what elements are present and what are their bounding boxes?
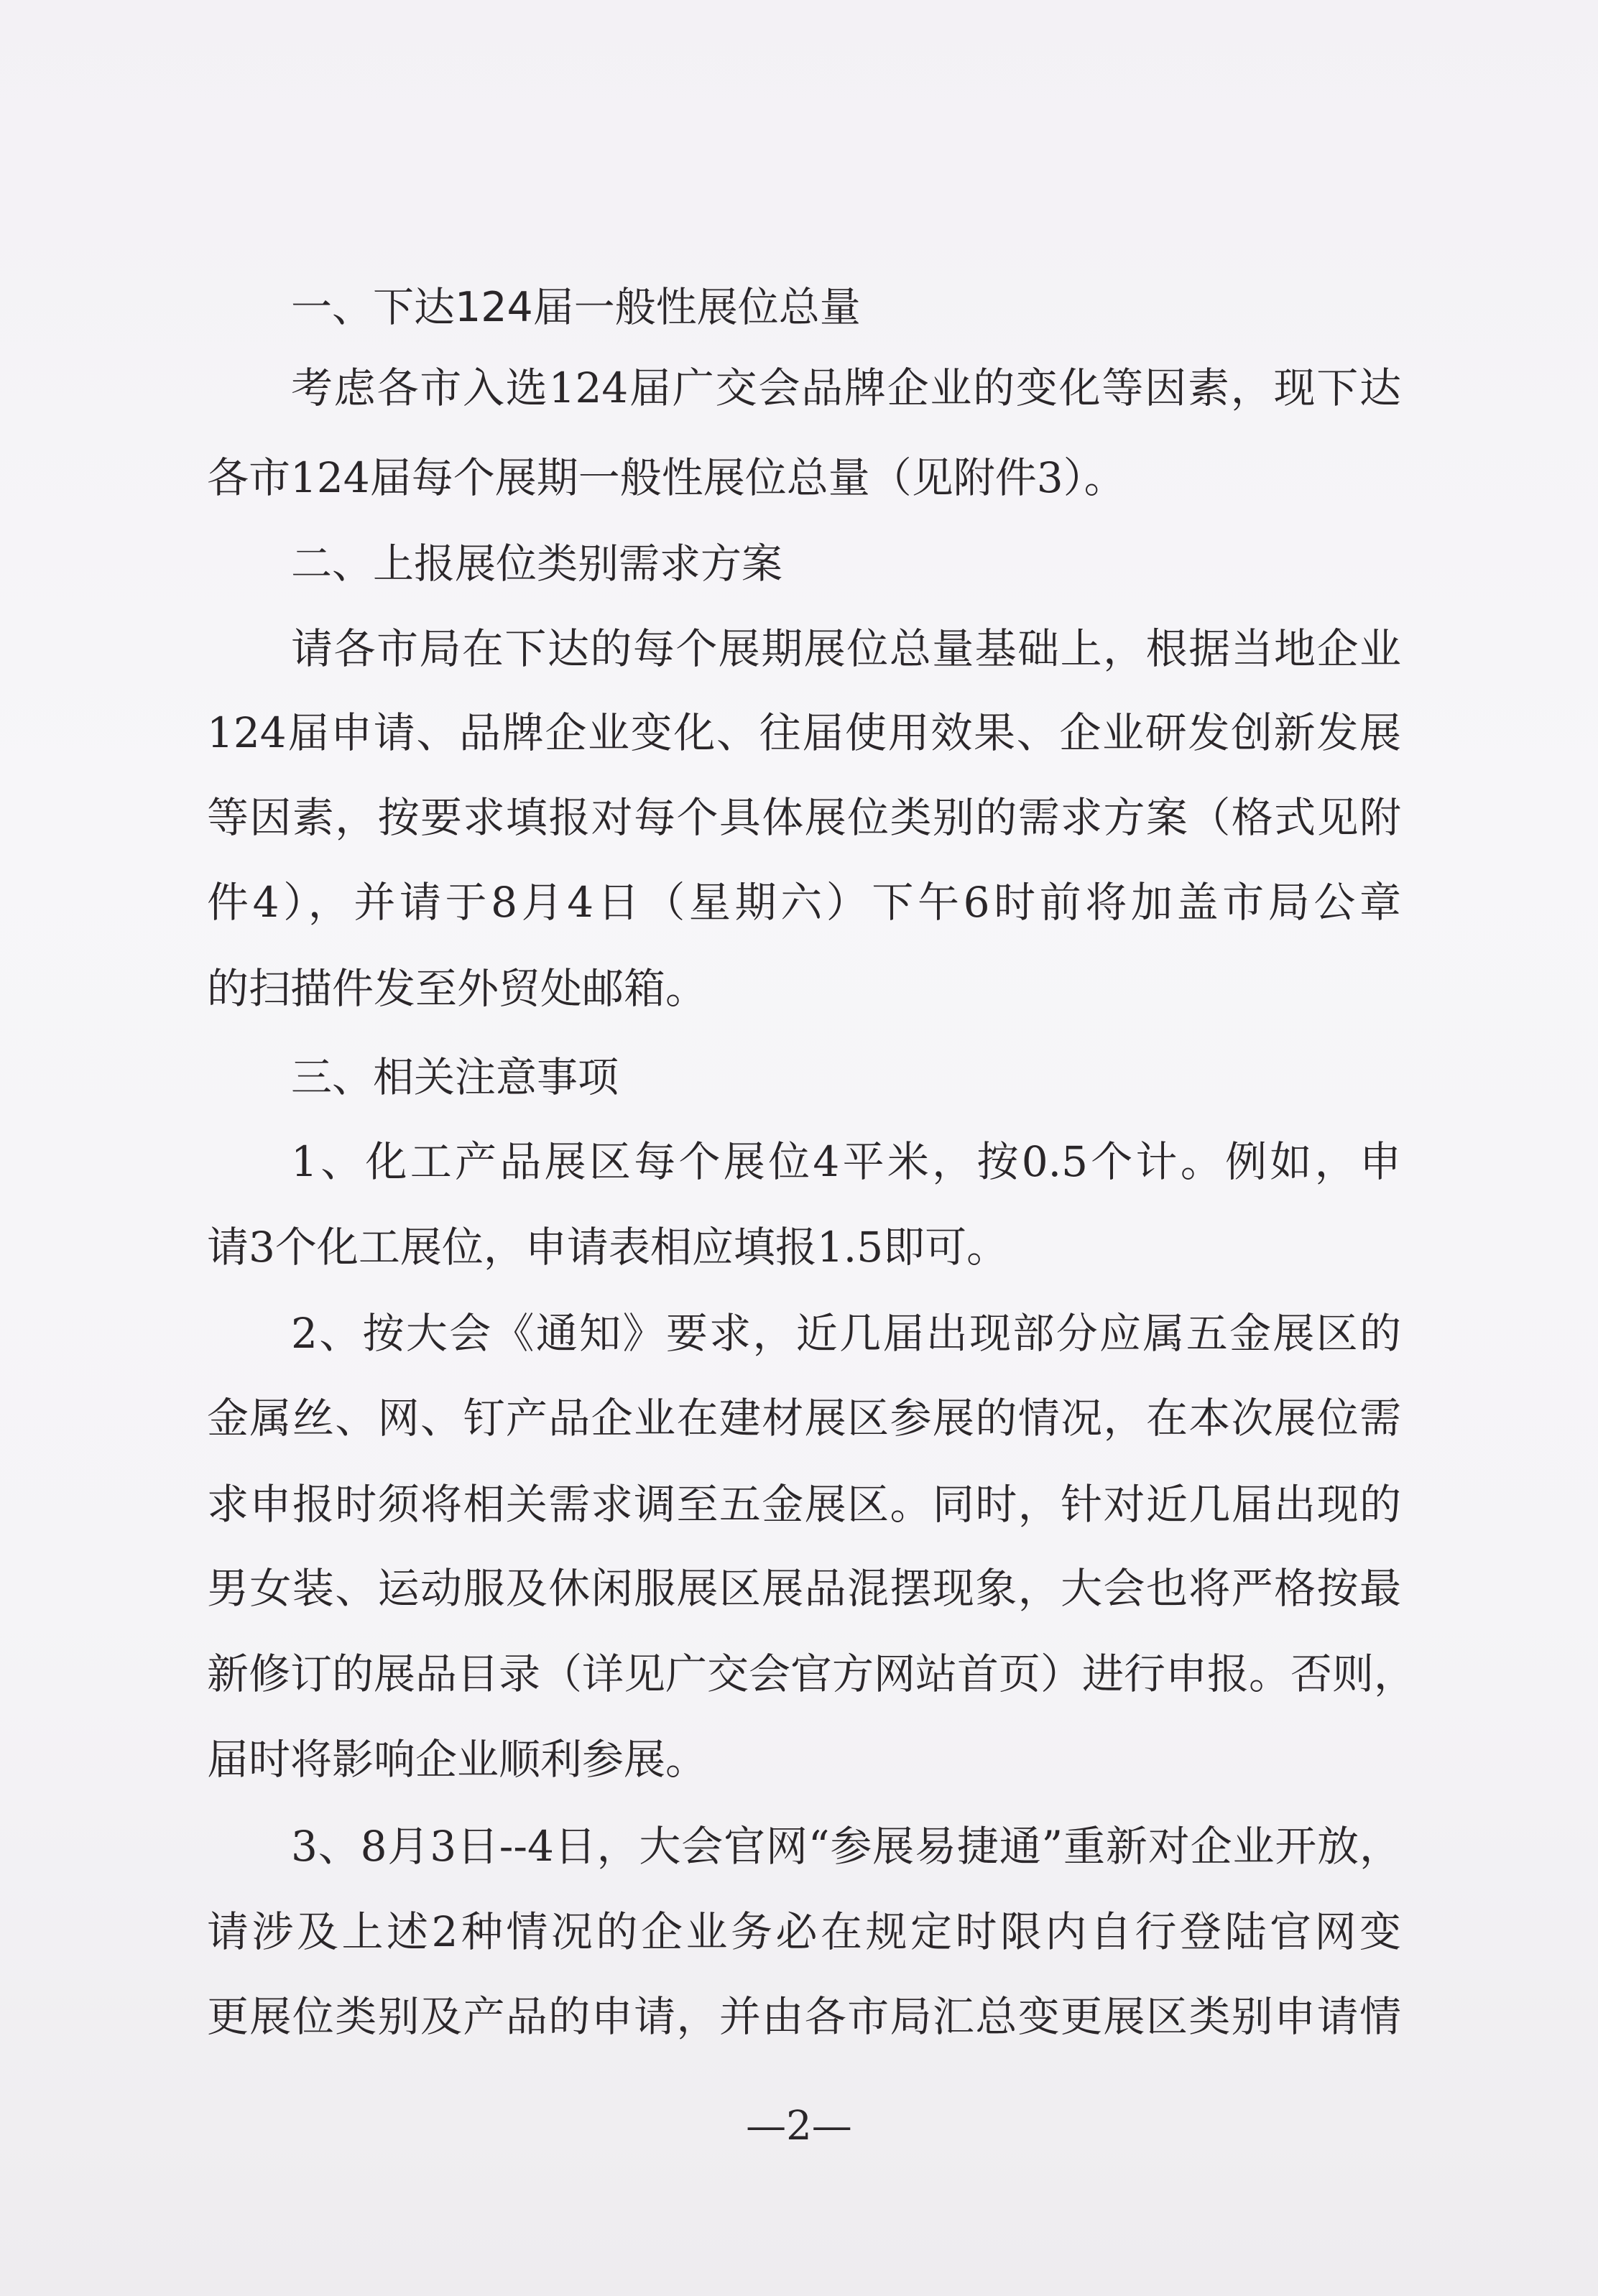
paragraph-line: 届时将影响企业顺利参展。 (207, 1735, 708, 1784)
paragraph-line: 的扫描件发至外贸处邮箱。 (207, 964, 708, 1013)
section-heading-2: 二、上报展位类别需求方案 (291, 540, 782, 588)
paragraph-line: 考虑各市入选124届广交会品牌企业的变化等因素，现下达 (291, 364, 1401, 412)
paragraph-line: 等因素，按要求填报对每个具体展位类别的需求方案（格式见附 (207, 793, 1401, 842)
paragraph-line: 新修订的展品目录（详见广交会官方网站首页）进行申报。否则， (207, 1649, 1416, 1698)
paragraph-line: 求申报时须将相关需求调至五金展区。同时，针对近几届出现的 (207, 1480, 1401, 1529)
paragraph-line: 3、8月3日--4日，大会官网“参展易捷通”重新对企业开放， (291, 1822, 1401, 1871)
paragraph-line: 金属丝、网、钉产品企业在建材展区参展的情况，在本次展位需 (207, 1394, 1401, 1443)
paragraph-line: 请3个化工展位，申请表相应填报1.5即可。 (207, 1223, 1009, 1272)
paragraph-line: 请涉及上述2种情况的企业务必在规定时限内自行登陆官网变 (207, 1907, 1401, 1956)
paragraph-line: 各市124届每个展期一般性展位总量（见附件3）。 (207, 453, 1126, 502)
paragraph-line: 男女装、运动服及休闲服展区展品混摆现象，大会也将严格按最 (207, 1564, 1401, 1613)
paragraph-line: 请各市局在下达的每个展期展位总量基础上，根据当地企业 (291, 624, 1401, 673)
paragraph-line: 124届申请、品牌企业变化、往届使用效果、企业研发创新发展 (207, 708, 1401, 757)
paragraph-line: 2、按大会《通知》要求，近几届出现部分应属五金展区的 (291, 1309, 1401, 1358)
section-heading-1: 一、下达124届一般性展位总量 (291, 284, 861, 331)
paragraph-line: 1、化工产品展区每个展位4平米，按0.5个计。例如，申 (291, 1137, 1401, 1186)
page-number: —2— (746, 2103, 852, 2149)
paragraph-line: 件4），并请于8月4日（星期六）下午6时前将加盖市局公章 (207, 878, 1401, 927)
paragraph-line: 更展位类别及产品的申请，并由各市局汇总变更展区类别申请情 (207, 1992, 1401, 2041)
section-heading-3: 三、相关注意事项 (291, 1054, 619, 1101)
